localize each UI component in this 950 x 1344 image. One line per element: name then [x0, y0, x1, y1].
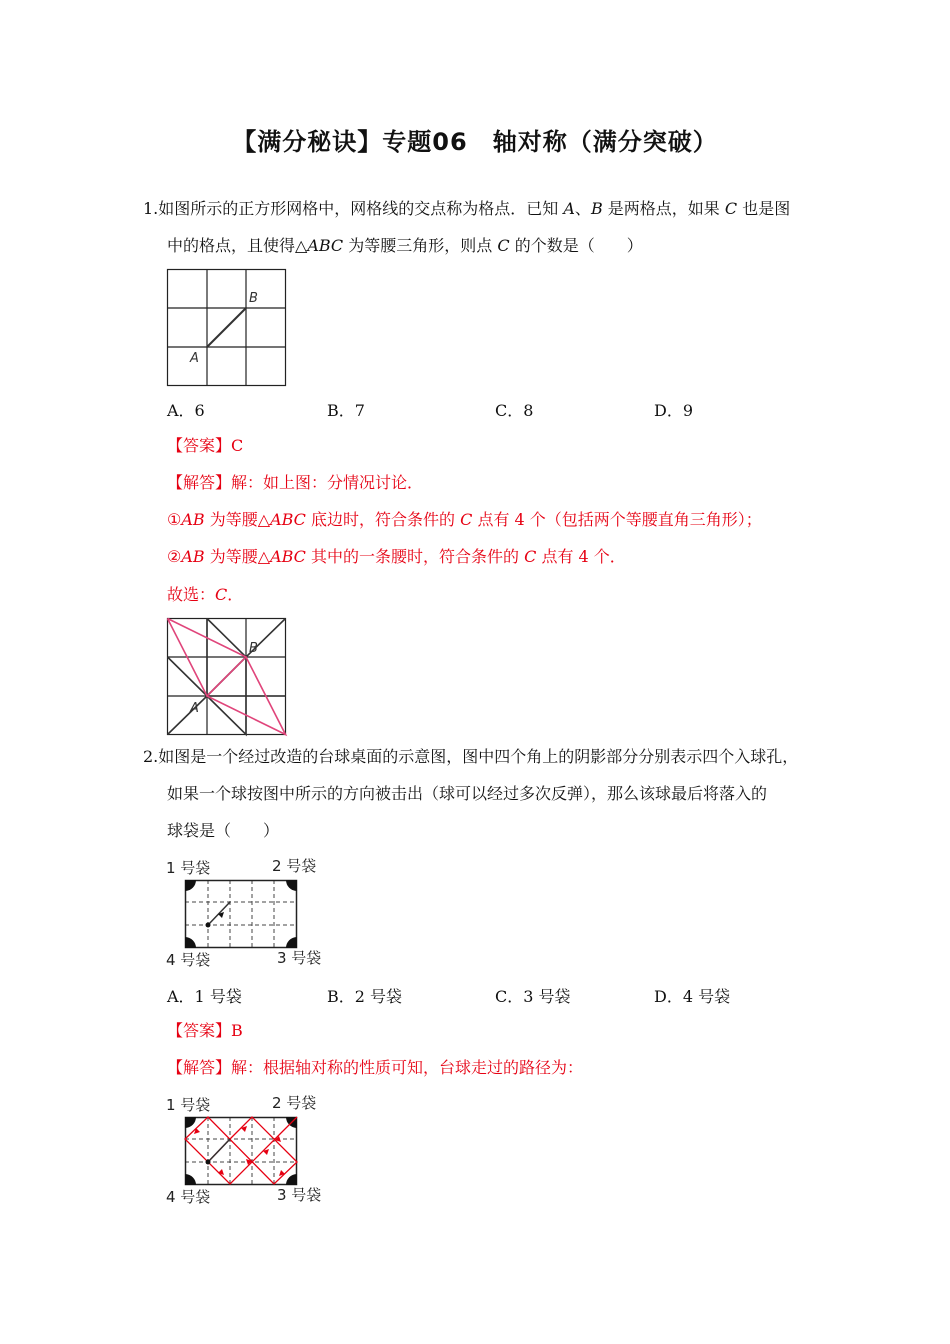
q1-option-a: A．6 — [167, 401, 205, 420]
q1-choose: 故选：C． — [167, 585, 244, 604]
q1-option-b: B．7 — [327, 401, 365, 420]
pocket-1-label: 1 号袋 — [166, 1096, 211, 1114]
segment-ab — [207, 308, 246, 347]
pocket-3-label: 3 号袋 — [277, 949, 322, 967]
q2-option-a: A．1 号袋 — [167, 987, 242, 1006]
q1-solution-figure — [166, 617, 288, 737]
q2-option-d: D．4 号袋 — [654, 987, 731, 1006]
label-a: A — [190, 701, 199, 716]
q1-case-2: ②AB 为等腰△ABC 其中的一条腰时，符合条件的 C 点有 4 个． — [167, 547, 626, 566]
pocket-2-label: 2 号袋 — [272, 857, 317, 875]
q2-answer: 【答案】B — [167, 1021, 243, 1040]
label-b: B — [249, 291, 258, 306]
q1-grid-figure — [166, 268, 288, 388]
pocket-1-label: 1 号袋 — [166, 859, 211, 877]
q2-line-1: 2.如图是一个经过改造的台球桌面的示意图，图中四个角上的阴影部分分别表示四个入球孔， — [143, 747, 799, 766]
q1-option-d: D．9 — [654, 401, 694, 420]
pocket-2-label: 2 号袋 — [272, 1094, 317, 1112]
q2-solution-intro: 【解答】解：根据轴对称的性质可知，台球走过的路径为： — [167, 1058, 584, 1077]
q1-line-2: 中的格点，且使得△ABC 为等腰三角形，则点 C 的个数是（ ） — [167, 236, 643, 255]
label-b: B — [249, 641, 258, 656]
q2-line-3: 球袋是（ ） — [167, 821, 280, 840]
q2-table-figure — [160, 852, 335, 972]
corner-pockets — [185, 880, 297, 948]
q2-line-2: 如果一个球按图中所示的方向被击出（球可以经过多次反弹），那么该球最后将落入的 — [167, 784, 768, 803]
pocket-4-label: 4 号袋 — [166, 951, 211, 969]
label-a: A — [190, 351, 199, 366]
q1-solution-intro: 【解答】解：如上图：分情况讨论． — [167, 473, 424, 492]
pocket-4-label: 4 号袋 — [166, 1188, 211, 1206]
ball — [206, 923, 211, 928]
q1-option-c: C．8 — [495, 401, 534, 420]
q1-line-1: 1.如图所示的正方形网格中，网格线的交点称为格点．已知 A、B 是两格点，如果 C 也是图 — [143, 199, 791, 218]
q2-option-c: C．3 号袋 — [495, 987, 571, 1006]
page-title: 【满分秘诀】专题06 轴对称（满分突破） — [232, 128, 718, 156]
ball — [206, 1160, 211, 1165]
q1-case-1: ①AB 为等腰△ABC 底边时，符合条件的 C 点有 4 个（包括两个等腰直角三角形）； — [167, 510, 762, 529]
pocket-3-label: 3 号袋 — [277, 1186, 322, 1204]
q1-answer: 【答案】C — [167, 436, 244, 455]
q2-option-b: B．2 号袋 — [327, 987, 403, 1006]
q2-solution-figure — [160, 1088, 335, 1213]
